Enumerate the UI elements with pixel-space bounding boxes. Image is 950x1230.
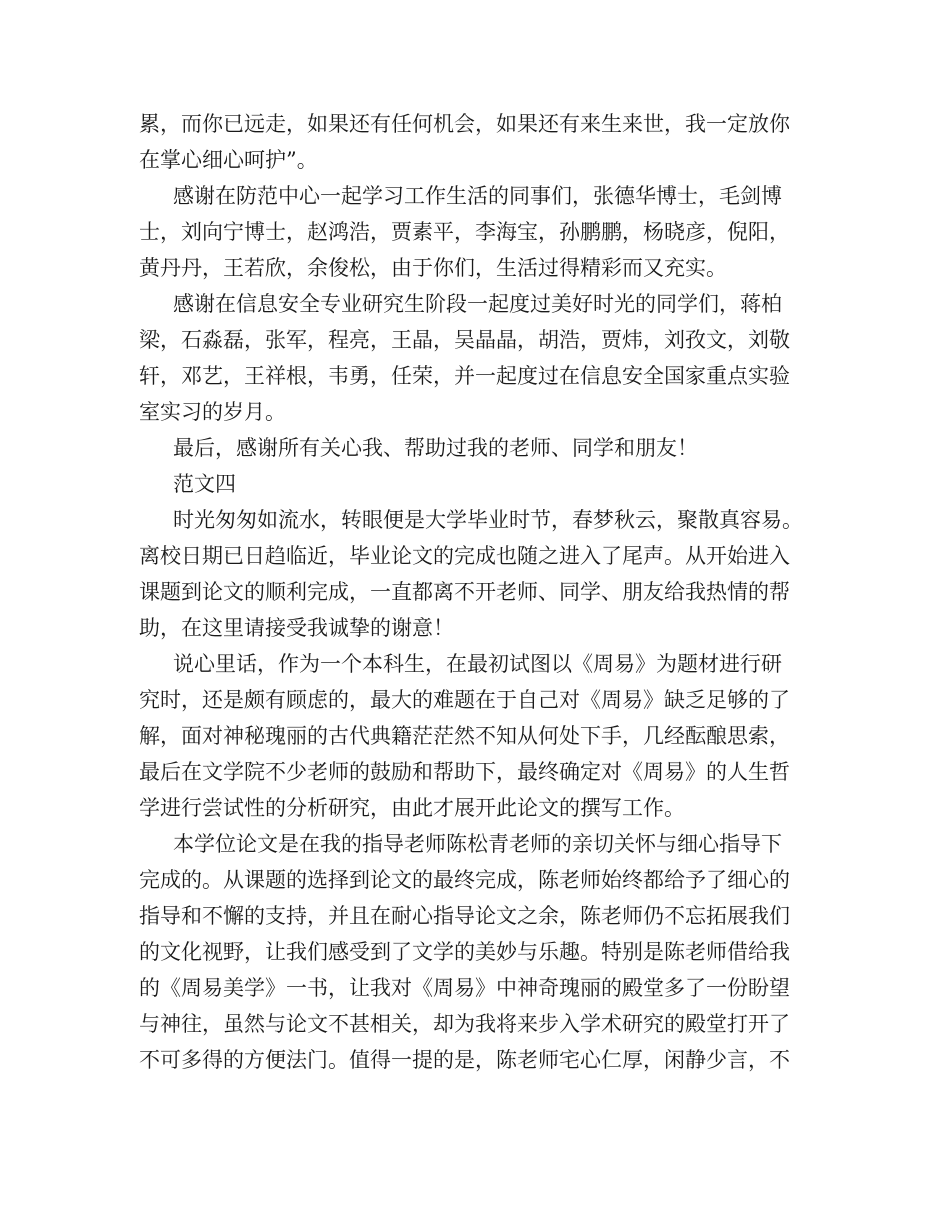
text-line: 完成的。从课题的选择到论文的最终完成，陈老师始终都给予了细心的 (139, 868, 790, 892)
text-line: 时光匆匆如流水，转眼便是大学毕业时节，春梦秋云，聚散真容易。 (173, 508, 803, 532)
text-line: 与神往，虽然与论文不甚相关，却为我将来步入学术研究的殿堂打开了 (139, 1012, 790, 1036)
text-line: 梁，石淼磊，张军，程亮，王晶，吴晶晶，胡浩，贾炜，刘孜文，刘敬 (139, 328, 790, 352)
text-line: 指导和不懈的支持，并且在耐心指导论文之余，陈老师仍不忘拓展我们 (139, 904, 790, 928)
text-line: 最后，感谢所有关心我、帮助过我的老师、同学和朋友！ (173, 436, 698, 460)
text-line: 感谢在信息安全专业研究生阶段一起度过美好时光的同学们，蒋柏 (173, 292, 782, 316)
text-line: 解，面对神秘瑰丽的古代典籍茫茫然不知从何处下手，几经酝酿思索， (139, 724, 790, 748)
text-line: 累，而你已远走，如果还有任何机会，如果还有来生来世，我一定放你 (139, 112, 790, 136)
text-line: 的《周易美学》一书，让我对《周易》中神奇瑰丽的殿堂多了一份盼望 (139, 976, 790, 1000)
text-line: 士，刘向宁博士，赵鸿浩，贾素平，李海宝，孙鹏鹏，杨晓彦，倪阳， (139, 220, 790, 244)
text-line: 最后在文学院不少老师的鼓励和帮助下，最终确定对《周易》的人生哲 (139, 760, 790, 784)
text-line: 的文化视野，让我们感受到了文学的美妙与乐趣。特别是陈老师借给我 (139, 940, 790, 964)
text-line: 感谢在防范中心一起学习工作生活的同事们，张德华博士，毛剑博 (173, 184, 782, 208)
text-line: 不可多得的方便法门。值得一提的是，陈老师宅心仁厚，闲静少言，不 (139, 1048, 790, 1072)
text-line: 黄丹丹，王若欣，余俊松，由于你们，生活过得精彩而又充实。 (139, 256, 727, 280)
text-line: 离校日期已日趋临近，毕业论文的完成也随之进入了尾声。从开始进入 (139, 544, 790, 568)
document-body (139, 106, 819, 1078)
text-line: 室实习的岁月。 (139, 400, 286, 424)
text-line: 助，在这里请接受我诚挚的谢意！ (139, 616, 454, 640)
text-line: 学进行尝试性的分析研究，由此才展开此论文的撰写工作。 (139, 796, 685, 820)
text-line: 范文四 (173, 472, 236, 496)
text-line: 在掌心细心呵护”。 (139, 148, 318, 172)
text-line: 究时，还是颇有顾虑的，最大的难题在于自己对《周易》缺乏足够的了 (139, 688, 790, 712)
text-line: 课题到论文的顺利完成，一直都离不开老师、同学、朋友给我热情的帮 (139, 580, 790, 604)
text-line: 本学位论文是在我的指导老师陈松青老师的亲切关怀与细心指导下 (173, 832, 782, 856)
text-line: 说心里话，作为一个本科生，在最初试图以《周易》为题材进行研 (173, 652, 782, 676)
text-line: 轩，邓艺，王祥根，韦勇，任荣，并一起度过在信息安全国家重点实验 (139, 364, 790, 388)
